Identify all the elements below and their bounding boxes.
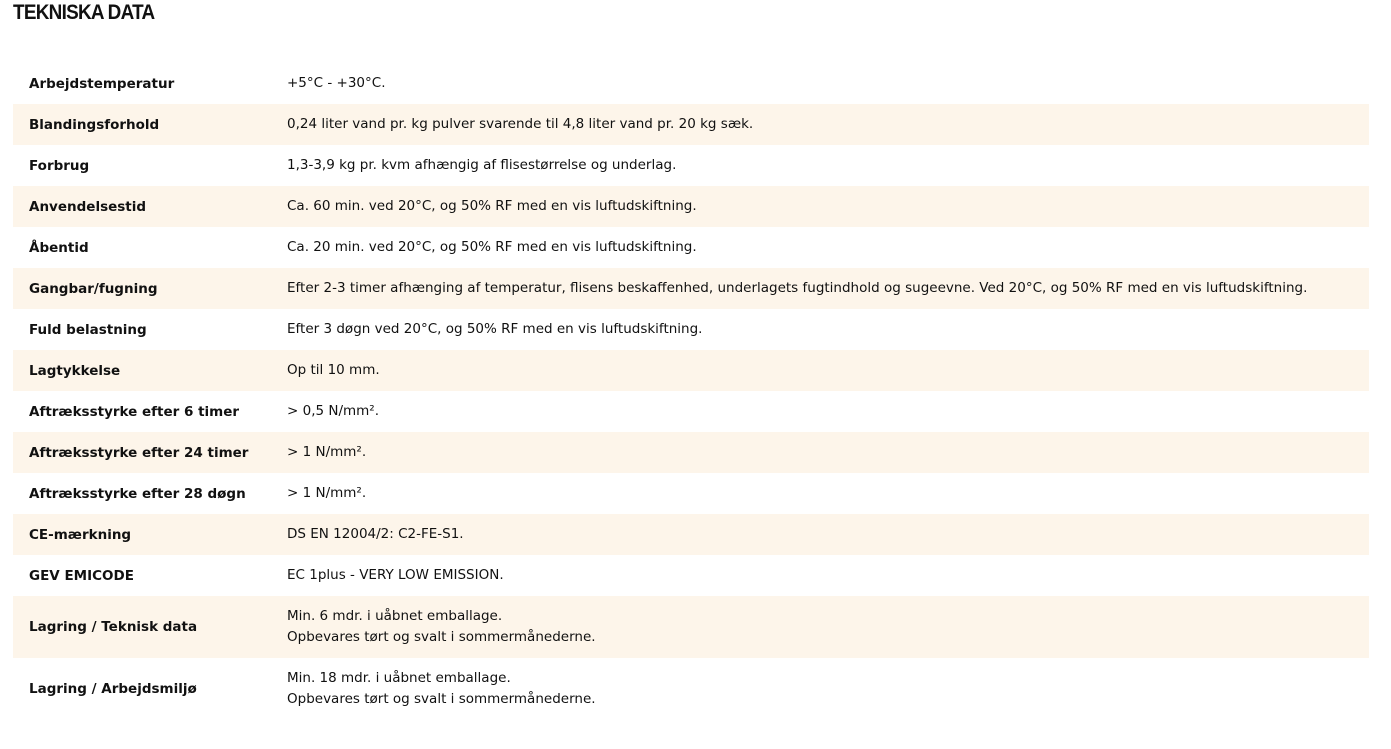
table-row bbox=[13, 63, 1369, 104]
row-value bbox=[287, 186, 1369, 227]
row-value bbox=[287, 63, 1369, 104]
page-title: TEKNISKA DATA bbox=[13, 1, 155, 24]
row-label: GEV EMICODE bbox=[29, 567, 134, 584]
table-row bbox=[13, 227, 1369, 268]
row-value bbox=[287, 658, 1369, 720]
row-value-line: +5°C - +30°C. bbox=[287, 75, 386, 91]
row-value-line: > 1 N/mm². bbox=[287, 485, 367, 501]
row-value bbox=[287, 104, 1369, 145]
row-label: Aftræksstyrke efter 28 døgn bbox=[29, 485, 246, 502]
table-row bbox=[13, 432, 1369, 473]
row-label: Forbrug bbox=[29, 157, 90, 174]
row-value bbox=[287, 555, 1369, 596]
row-value-line: Ca. 60 min. ved 20°C, og 50% RF med en vis luftudskiftning. bbox=[287, 198, 697, 214]
row-label: Aftræksstyrke efter 24 timer bbox=[29, 444, 249, 461]
row-value bbox=[287, 514, 1369, 555]
row-value-line: Efter 2-3 timer afhænging af temperatur, flisens beskaffenhed, underlagets fugtindhold og sugeevne. Ved 20°C, og 50% RF med en vis luftudskiftning. bbox=[287, 280, 1308, 296]
row-label: Lagtykkelse bbox=[29, 362, 121, 379]
row-label: Anvendelsestid bbox=[29, 198, 147, 215]
row-label: Gangbar/fugning bbox=[29, 280, 158, 297]
row-value bbox=[287, 473, 1369, 514]
row-value-line: Op til 10 mm. bbox=[287, 362, 380, 378]
row-label: Arbejdstemperatur bbox=[29, 75, 175, 92]
row-value bbox=[287, 227, 1369, 268]
row-value bbox=[287, 596, 1369, 658]
table-row bbox=[13, 186, 1369, 227]
row-label: Lagring / Arbejdsmiljø bbox=[29, 681, 197, 697]
row-value bbox=[287, 145, 1369, 186]
row-value-line: Min. 18 mdr. i uåbnet emballage. bbox=[287, 670, 511, 686]
table-row bbox=[13, 104, 1369, 145]
row-value-line: Min. 6 mdr. i uåbnet emballage. bbox=[287, 608, 503, 624]
row-value-line: > 1 N/mm². bbox=[287, 444, 367, 460]
row-label: Blandingsforhold bbox=[29, 116, 160, 133]
table-row bbox=[13, 658, 1369, 720]
row-label: Lagring / Teknisk data bbox=[29, 619, 198, 635]
table-row bbox=[13, 268, 1369, 309]
row-value bbox=[287, 350, 1369, 391]
row-value bbox=[287, 432, 1369, 473]
table-row bbox=[13, 350, 1369, 391]
row-value-line: Efter 3 døgn ved 20°C, og 50% RF med en vis luftudskiftning. bbox=[287, 321, 703, 337]
row-label: Fuld belastning bbox=[29, 321, 147, 338]
row-value-line: Ca. 20 min. ved 20°C, og 50% RF med en vis luftudskiftning. bbox=[287, 239, 697, 255]
table-row bbox=[13, 145, 1369, 186]
row-value bbox=[287, 391, 1369, 432]
technical-data-table bbox=[13, 63, 1369, 720]
row-value-line: 0,24 liter vand pr. kg pulver svarende til 4,8 liter vand pr. 20 kg sæk. bbox=[287, 116, 754, 132]
table-row bbox=[13, 309, 1369, 350]
row-value-line: Opbevares tørt og svalt i sommermånederne. bbox=[287, 629, 596, 645]
table-row bbox=[13, 514, 1369, 555]
row-value bbox=[287, 309, 1369, 350]
row-value-line: > 0,5 N/mm². bbox=[287, 403, 380, 419]
table-row bbox=[13, 596, 1369, 658]
row-value-line: EC 1plus - VERY LOW EMISSION. bbox=[287, 567, 504, 583]
row-value-line: DS EN 12004/2: C2-FE-S1. bbox=[287, 526, 464, 542]
table-row bbox=[13, 473, 1369, 514]
row-value-line: Opbevares tørt og svalt i sommermånederne. bbox=[287, 691, 596, 707]
row-label: Aftræksstyrke efter 6 timer bbox=[29, 403, 240, 420]
row-label: Åbentid bbox=[29, 239, 89, 256]
row-label: CE-mærkning bbox=[29, 526, 132, 543]
table-row bbox=[13, 391, 1369, 432]
row-value bbox=[287, 268, 1369, 309]
row-value-line: 1,3-3,9 kg pr. kvm afhængig af flisestørrelse og underlag. bbox=[287, 157, 677, 173]
table-row bbox=[13, 555, 1369, 596]
